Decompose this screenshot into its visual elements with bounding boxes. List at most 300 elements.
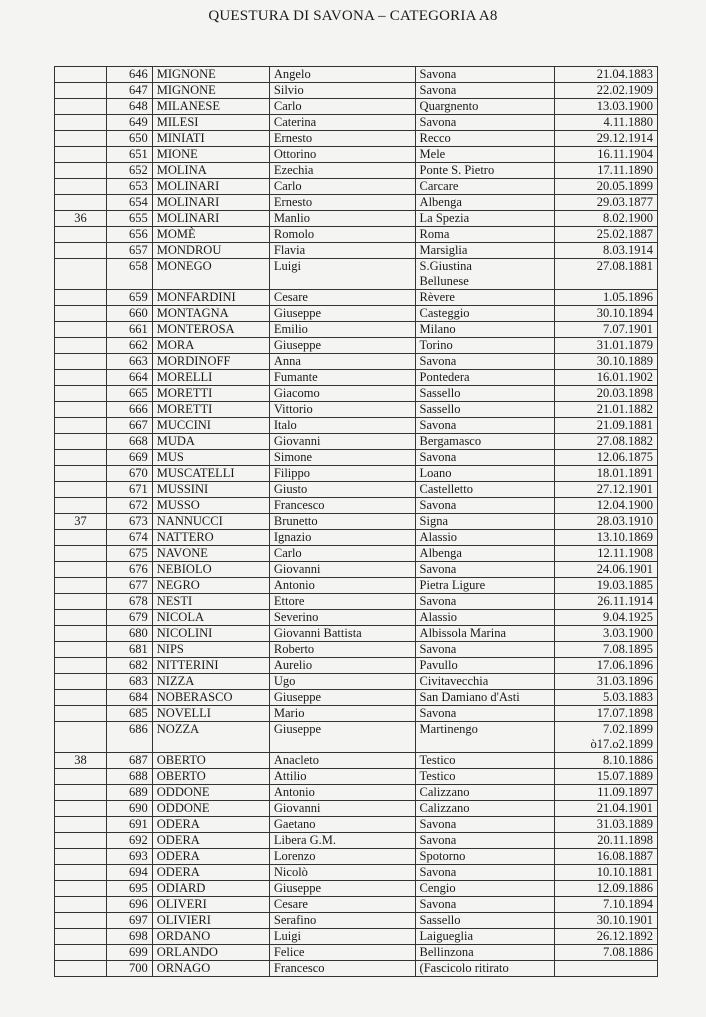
birthdate-cell-text: 17.07.1898 xyxy=(596,706,653,720)
record-number-cell-text: 695 xyxy=(129,881,148,895)
birthplace-cell-text: Torino xyxy=(419,338,453,352)
surname-cell xyxy=(152,785,269,801)
folder-number-cell xyxy=(55,195,107,211)
birthdate-cell xyxy=(555,546,658,562)
first-name-cell xyxy=(269,642,415,658)
surname-cell-text: MILANESE xyxy=(156,99,220,113)
surname-cell xyxy=(152,179,269,195)
birthplace-cell-text: Savona xyxy=(419,354,457,368)
table-row xyxy=(55,961,658,977)
first-name-cell xyxy=(269,849,415,865)
first-name-cell-text: Ernesto xyxy=(273,131,313,145)
birthdate-cell xyxy=(555,642,658,658)
surname-cell xyxy=(152,626,269,642)
first-name-cell-text: Silvio xyxy=(273,83,304,97)
birthdate-cell-text: 13.03.1900 xyxy=(596,99,653,113)
surname-cell xyxy=(152,865,269,881)
surname-cell-text: MILESI xyxy=(156,115,199,129)
folder-number-cell xyxy=(55,354,107,370)
birthdate-cell xyxy=(555,370,658,386)
first-name-cell xyxy=(269,690,415,706)
first-name-cell-text: Libera G.M. xyxy=(273,833,337,847)
birthdate-cell xyxy=(555,913,658,929)
birthdate-cell xyxy=(555,434,658,450)
record-number-cell-text: 655 xyxy=(129,211,148,225)
first-name-cell xyxy=(269,163,415,179)
birthdate-cell xyxy=(555,354,658,370)
birthdate-cell xyxy=(555,610,658,626)
record-number-cell xyxy=(106,83,152,99)
folder-number-cell xyxy=(55,259,107,290)
birthdate-cell-text: 15.07.1889 xyxy=(596,769,653,783)
birthdate-cell xyxy=(555,83,658,99)
birthplace-cell-text: Savona xyxy=(419,115,457,129)
first-name-cell xyxy=(269,833,415,849)
first-name-cell-text: Giuseppe xyxy=(273,306,322,320)
first-name-cell xyxy=(269,418,415,434)
birthdate-cell-text: 30.10.1889 xyxy=(596,354,653,368)
birthdate-cell-second-line: ò17.o2.1899 xyxy=(590,737,653,751)
table-row xyxy=(55,642,658,658)
table-row xyxy=(55,131,658,147)
birthdate-cell xyxy=(555,131,658,147)
first-name-cell xyxy=(269,370,415,386)
birthdate-cell-text: 12.04.1900 xyxy=(596,498,653,512)
birthdate-cell xyxy=(555,402,658,418)
first-name-cell-text: Anna xyxy=(273,354,301,368)
birthdate-cell xyxy=(555,482,658,498)
surname-cell xyxy=(152,913,269,929)
first-name-cell-text: Brunetto xyxy=(273,514,318,528)
folder-number-cell xyxy=(55,99,107,115)
record-number-cell-text: 682 xyxy=(129,658,148,672)
birthdate-cell-text: 20.03.1898 xyxy=(596,386,653,400)
record-number-cell xyxy=(106,354,152,370)
birthplace-cell-text: Recco xyxy=(419,131,451,145)
birthdate-cell-text: 11.09.1897 xyxy=(597,785,653,799)
birthdate-cell xyxy=(555,498,658,514)
birthplace-cell xyxy=(415,562,555,578)
birthplace-cell-text: Sassello xyxy=(419,402,461,416)
table-row xyxy=(55,211,658,227)
table-row xyxy=(55,83,658,99)
record-number-cell-text: 689 xyxy=(129,785,148,799)
first-name-cell xyxy=(269,961,415,977)
first-name-cell xyxy=(269,386,415,402)
birthdate-cell-text: 30.10.1901 xyxy=(596,913,653,927)
table-row xyxy=(55,945,658,961)
birthplace-cell-text: Spotorno xyxy=(419,849,466,863)
birthplace-cell-text: Savona xyxy=(419,67,457,81)
surname-cell xyxy=(152,674,269,690)
birthplace-cell-text: Rèvere xyxy=(419,290,455,304)
surname-cell-text: MORDINOFF xyxy=(156,354,231,368)
first-name-cell-text: Francesco xyxy=(273,961,325,975)
first-name-cell xyxy=(269,450,415,466)
surname-cell-text: ODIARD xyxy=(156,881,206,895)
surname-cell xyxy=(152,211,269,227)
first-name-cell-text: Mario xyxy=(273,706,305,720)
birthplace-cell-text: Savona xyxy=(419,833,457,847)
surname-cell xyxy=(152,945,269,961)
birthdate-cell xyxy=(555,227,658,243)
folder-number-cell xyxy=(55,626,107,642)
birthdate-cell xyxy=(555,466,658,482)
birthplace-cell xyxy=(415,243,555,259)
record-number-cell-text: 654 xyxy=(129,195,148,209)
birthdate-cell xyxy=(555,530,658,546)
birthdate-cell-text: 21.04.1901 xyxy=(596,801,653,815)
first-name-cell xyxy=(269,338,415,354)
birthplace-cell-text: Albenga xyxy=(419,195,462,209)
first-name-cell xyxy=(269,530,415,546)
first-name-cell-text: Emilio xyxy=(273,322,308,336)
surname-cell xyxy=(152,849,269,865)
table-row xyxy=(55,817,658,833)
record-number-cell xyxy=(106,482,152,498)
table-row xyxy=(55,147,658,163)
record-number-cell-text: 666 xyxy=(129,402,148,416)
record-number-cell-text: 690 xyxy=(129,801,148,815)
birthplace-cell-text: Albenga xyxy=(419,546,462,560)
birthdate-cell xyxy=(555,243,658,259)
record-number-cell-text: 699 xyxy=(129,945,148,959)
table-row xyxy=(55,530,658,546)
birthplace-cell-text: Savona xyxy=(419,498,457,512)
birthplace-cell-text: Savona xyxy=(419,706,457,720)
birthplace-cell-text: Calizzano xyxy=(419,801,470,815)
table-row xyxy=(55,785,658,801)
birthplace-cell xyxy=(415,594,555,610)
birthplace-cell xyxy=(415,706,555,722)
birthdate-cell-text: 31.03.1889 xyxy=(596,817,653,831)
surname-cell xyxy=(152,67,269,83)
first-name-cell xyxy=(269,881,415,897)
folder-number-cell xyxy=(55,466,107,482)
record-number-cell-text: 681 xyxy=(129,642,148,656)
table-row xyxy=(55,306,658,322)
birthdate-cell xyxy=(555,578,658,594)
record-number-cell-text: 683 xyxy=(129,674,148,688)
surname-cell xyxy=(152,753,269,769)
first-name-cell xyxy=(269,290,415,306)
record-number-cell-text: 664 xyxy=(129,370,148,384)
birthplace-cell xyxy=(415,769,555,785)
first-name-cell xyxy=(269,674,415,690)
first-name-cell xyxy=(269,578,415,594)
first-name-cell xyxy=(269,466,415,482)
record-number-cell-text: 652 xyxy=(129,163,148,177)
surname-cell xyxy=(152,514,269,530)
birthplace-cell-text: Pietra Ligure xyxy=(419,578,486,592)
first-name-cell-text: Giovanni xyxy=(273,434,321,448)
first-name-cell-text: Ottorino xyxy=(273,147,317,161)
birthplace-cell xyxy=(415,530,555,546)
table-row xyxy=(55,195,658,211)
birthplace-cell xyxy=(415,115,555,131)
record-number-cell xyxy=(106,259,152,290)
birthdate-cell xyxy=(555,418,658,434)
first-name-cell xyxy=(269,259,415,290)
surname-cell xyxy=(152,546,269,562)
record-number-cell xyxy=(106,945,152,961)
birthplace-cell-text: Casteggio xyxy=(419,306,470,320)
birthdate-cell xyxy=(555,753,658,769)
first-name-cell-text: Fumante xyxy=(273,370,318,384)
first-name-cell xyxy=(269,706,415,722)
record-number-cell-text: 672 xyxy=(129,498,148,512)
birthdate-cell-text: 7.10.1894 xyxy=(603,897,653,911)
first-name-cell xyxy=(269,83,415,99)
birthdate-cell-text: 21.04.1883 xyxy=(596,67,653,81)
surname-cell-text: NEGRO xyxy=(156,578,200,592)
surname-cell xyxy=(152,147,269,163)
birthplace-cell-text: Mele xyxy=(419,147,446,161)
birthdate-cell xyxy=(555,115,658,131)
folder-number-cell xyxy=(55,338,107,354)
first-name-cell-text: Cesare xyxy=(273,897,308,911)
record-number-cell-text: 686 xyxy=(129,722,148,736)
surname-cell xyxy=(152,259,269,290)
birthplace-cell xyxy=(415,131,555,147)
first-name-cell-text: Ernesto xyxy=(273,195,313,209)
record-number-cell-text: 661 xyxy=(129,322,148,336)
first-name-cell-text: Cesare xyxy=(273,290,308,304)
birthplace-cell-text: Calizzano xyxy=(419,785,470,799)
birthdate-cell xyxy=(555,514,658,530)
first-name-cell xyxy=(269,67,415,83)
first-name-cell xyxy=(269,610,415,626)
record-number-cell xyxy=(106,674,152,690)
record-number-cell xyxy=(106,418,152,434)
birthplace-cell xyxy=(415,945,555,961)
first-name-cell-text: Giovanni Battista xyxy=(273,626,362,640)
table-row xyxy=(55,227,658,243)
first-name-cell-text: Giuseppe xyxy=(273,722,322,736)
record-number-cell xyxy=(106,722,152,753)
first-name-cell xyxy=(269,945,415,961)
birthdate-cell-text: 5.03.1883 xyxy=(603,690,653,704)
birthplace-cell xyxy=(415,402,555,418)
first-name-cell-text: Flavia xyxy=(273,243,306,257)
birthdate-cell-text: 8.02.1900 xyxy=(603,211,653,225)
birthplace-cell-text: Carcare xyxy=(419,179,459,193)
surname-cell-text: NICOLA xyxy=(156,610,204,624)
birthdate-cell-text: 16.11.1904 xyxy=(597,147,653,161)
birthplace-cell xyxy=(415,227,555,243)
birthdate-cell-text: 12.09.1886 xyxy=(596,881,653,895)
first-name-cell-text: Nicolò xyxy=(273,865,308,879)
folder-number-cell xyxy=(55,546,107,562)
birthplace-cell-text: Roma xyxy=(419,227,450,241)
birthplace-cell xyxy=(415,163,555,179)
record-number-cell xyxy=(106,370,152,386)
surname-cell-text: MOLINA xyxy=(156,163,207,177)
surname-cell xyxy=(152,338,269,354)
record-number-cell-text: 646 xyxy=(129,67,148,81)
first-name-cell-text: Ettore xyxy=(273,594,305,608)
record-number-cell-text: 673 xyxy=(129,514,148,528)
birthdate-cell-text: 12.11.1908 xyxy=(597,546,653,560)
surname-cell-text: OLIVIERI xyxy=(156,913,211,927)
birthdate-cell xyxy=(555,690,658,706)
table-row xyxy=(55,243,658,259)
folder-number-cell-text: 37 xyxy=(74,514,87,528)
surname-cell-text: ORNAGO xyxy=(156,961,211,975)
birthplace-cell xyxy=(415,849,555,865)
folder-number-cell-text: 38 xyxy=(74,753,87,767)
folder-number-cell xyxy=(55,722,107,753)
birthplace-cell xyxy=(415,338,555,354)
table-row xyxy=(55,115,658,131)
birthdate-cell xyxy=(555,163,658,179)
birthdate-cell-text: 7.02.1899 xyxy=(603,722,653,736)
birthdate-cell xyxy=(555,290,658,306)
record-number-cell xyxy=(106,179,152,195)
surname-cell-text: NIPS xyxy=(156,642,184,656)
birthplace-cell-text: Savona xyxy=(419,865,457,879)
surname-cell-text: MOLINARI xyxy=(156,195,220,209)
record-number-cell xyxy=(106,578,152,594)
folder-number-cell xyxy=(55,530,107,546)
birthplace-cell-text: (Fascicolo ritirato xyxy=(419,961,509,975)
first-name-cell xyxy=(269,801,415,817)
surname-cell xyxy=(152,881,269,897)
record-number-cell xyxy=(106,546,152,562)
table-row xyxy=(55,658,658,674)
birthdate-cell xyxy=(555,179,658,195)
birthplace-cell-text: Savona xyxy=(419,594,457,608)
table-row xyxy=(55,163,658,179)
birthplace-cell-text: Bergamasco xyxy=(419,434,482,448)
birthplace-cell xyxy=(415,514,555,530)
birthplace-cell xyxy=(415,482,555,498)
folder-number-cell xyxy=(55,306,107,322)
record-number-cell-text: 677 xyxy=(129,578,148,592)
table-row xyxy=(55,929,658,945)
table-row xyxy=(55,466,658,482)
table-row xyxy=(55,706,658,722)
birthplace-cell-second-line: Bellunese xyxy=(419,274,469,288)
birthdate-cell-text: 17.11.1890 xyxy=(597,163,653,177)
birthplace-cell xyxy=(415,690,555,706)
first-name-cell xyxy=(269,227,415,243)
record-number-cell-text: 660 xyxy=(129,306,148,320)
record-number-cell-text: 676 xyxy=(129,562,148,576)
first-name-cell xyxy=(269,243,415,259)
record-number-cell xyxy=(106,530,152,546)
birthplace-cell xyxy=(415,961,555,977)
surname-cell-text: MONDROU xyxy=(156,243,222,257)
birthplace-cell xyxy=(415,626,555,642)
first-name-cell-text: Severino xyxy=(273,610,319,624)
record-number-cell-text: 651 xyxy=(129,147,148,161)
folder-number-cell xyxy=(55,67,107,83)
surname-cell xyxy=(152,498,269,514)
record-number-cell xyxy=(106,227,152,243)
table-row xyxy=(55,354,658,370)
birthplace-cell xyxy=(415,785,555,801)
first-name-cell xyxy=(269,322,415,338)
birthplace-cell xyxy=(415,913,555,929)
folder-number-cell xyxy=(55,83,107,99)
birthdate-cell xyxy=(555,259,658,290)
birthplace-cell-text: Savona xyxy=(419,817,457,831)
birthdate-cell-text: 3.03.1900 xyxy=(603,626,653,640)
surname-cell-text: MINIATI xyxy=(156,131,205,145)
birthdate-cell-text: 22.02.1909 xyxy=(596,83,653,97)
birthplace-cell-text: Pontedera xyxy=(419,370,470,384)
surname-cell xyxy=(152,386,269,402)
first-name-cell xyxy=(269,929,415,945)
surname-cell xyxy=(152,99,269,115)
record-number-cell xyxy=(106,626,152,642)
birthplace-cell-text: La Spezia xyxy=(419,211,470,225)
first-name-cell xyxy=(269,562,415,578)
first-name-cell xyxy=(269,115,415,131)
birthplace-cell-text: Sassello xyxy=(419,386,461,400)
first-name-cell xyxy=(269,913,415,929)
surname-cell-text: MORETTI xyxy=(156,386,213,400)
birthdate-cell xyxy=(555,306,658,322)
birthdate-cell-text: 8.03.1914 xyxy=(603,243,653,257)
folder-number-cell xyxy=(55,753,107,769)
birthplace-cell-text: Martinengo xyxy=(419,722,478,736)
surname-cell xyxy=(152,658,269,674)
first-name-cell-text: Attilio xyxy=(273,769,307,783)
folder-number-cell xyxy=(55,562,107,578)
surname-cell-text: MOMÈ xyxy=(156,227,196,241)
table-row xyxy=(55,338,658,354)
surname-cell-text: NOZZA xyxy=(156,722,200,736)
record-number-cell xyxy=(106,243,152,259)
record-number-cell xyxy=(106,514,152,530)
record-number-cell xyxy=(106,402,152,418)
birthplace-cell-text: Laigueglia xyxy=(419,929,473,943)
first-name-cell-text: Anacleto xyxy=(273,753,320,767)
birthdate-cell xyxy=(555,67,658,83)
birthdate-cell xyxy=(555,961,658,977)
record-number-cell xyxy=(106,131,152,147)
first-name-cell-text: Roberto xyxy=(273,642,315,656)
folder-number-cell xyxy=(55,418,107,434)
birthplace-cell xyxy=(415,290,555,306)
surname-cell-text: NANNUCCI xyxy=(156,514,223,528)
folder-number-cell xyxy=(55,642,107,658)
surname-cell xyxy=(152,769,269,785)
birthplace-cell xyxy=(415,434,555,450)
record-number-cell xyxy=(106,594,152,610)
first-name-cell xyxy=(269,306,415,322)
birthplace-cell xyxy=(415,259,555,290)
first-name-cell xyxy=(269,434,415,450)
record-number-cell xyxy=(106,195,152,211)
birthdate-cell-text: 20.11.1898 xyxy=(597,833,653,847)
record-number-cell xyxy=(106,753,152,769)
table-row xyxy=(55,562,658,578)
page-title: QUESTURA DI SAVONA – CATEGORIA A8 xyxy=(208,8,498,24)
first-name-cell xyxy=(269,195,415,211)
table-row xyxy=(55,482,658,498)
record-number-cell xyxy=(106,338,152,354)
record-number-cell xyxy=(106,849,152,865)
record-number-cell xyxy=(106,897,152,913)
birthplace-cell xyxy=(415,450,555,466)
first-name-cell-text: Antonio xyxy=(273,578,315,592)
folder-number-cell xyxy=(55,514,107,530)
record-number-cell xyxy=(106,115,152,131)
record-number-cell-text: 649 xyxy=(129,115,148,129)
